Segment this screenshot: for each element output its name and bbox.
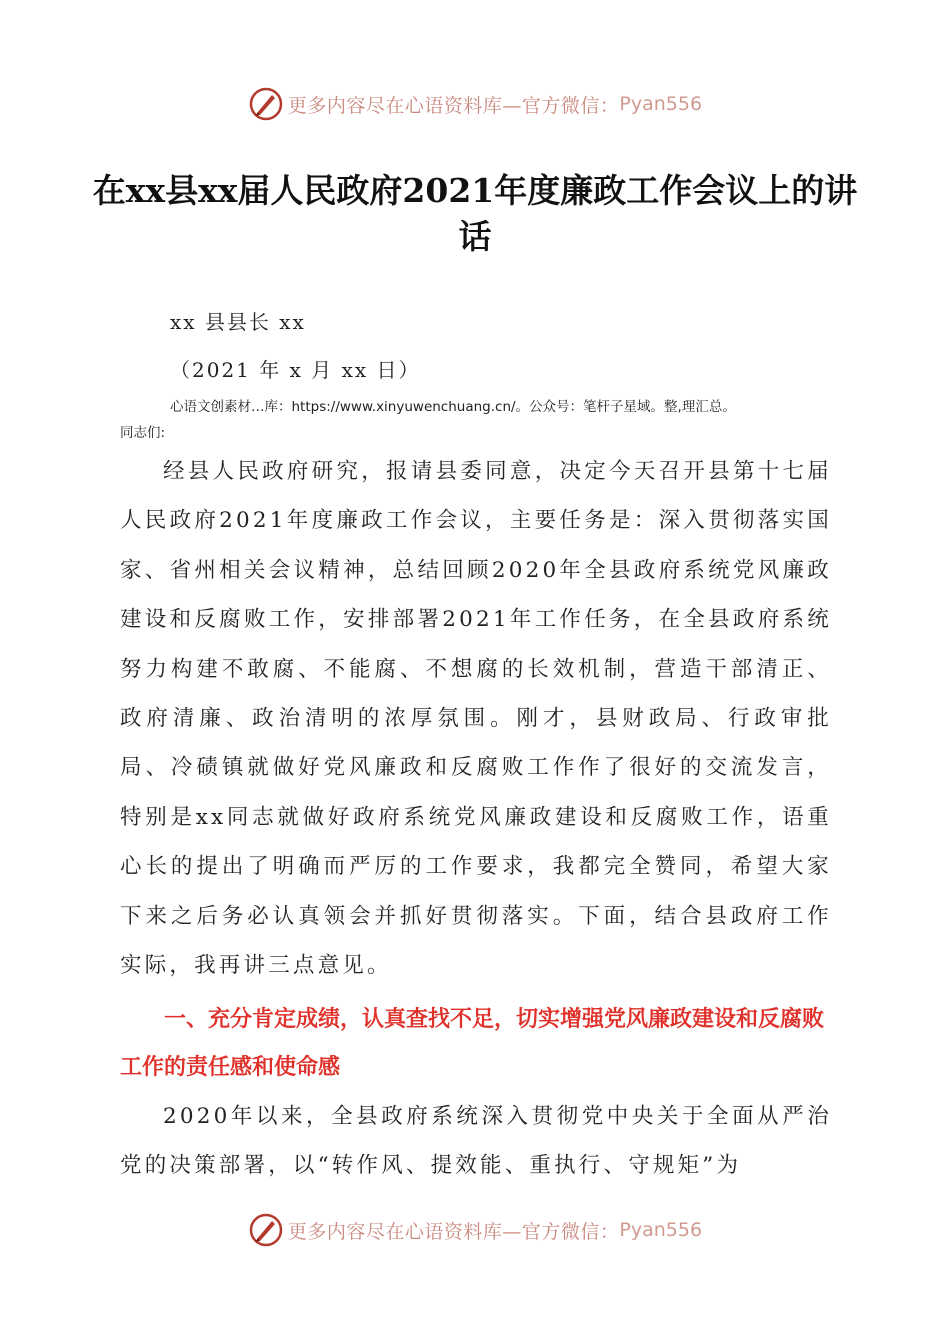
banner-wechat-id: Pyan556 (619, 1219, 703, 1241)
banner-text: 更多内容尽在心语资料库—官方微信： (287, 94, 620, 117)
salutation: 同志们: (120, 425, 166, 441)
pen-circle-logo-icon (248, 86, 284, 122)
body-paragraph-1: 经县人民政府研究，报请县委同意，决定今天召开县第十七届人民政府2021年度廉政工作会议，主要任务是：深入贯彻落实国家、省州相关会议精神，总结回顾2020年全县政府系统党风廉政建设和反腐败工作，安排部署2021年工作任务，在全县政府系统努力构建不敢腐、不能腐、不想腐的长效机制，营造干部清正、政府清廉、政治清明的浓厚氛围。刚才，县财政局、行政审批局、冷碛镇就做好党风廉政和反腐败工作作了很好的交流发言，特别是xx同志就做好政府系统党风廉政建设和反腐败工作，语重心长的提出了明确而严厉的工作要求，我都完全赞同，希望大家下来之后务必认真领会并抓好贯彻落实。下面，结合县政府工作实际，我再讲三点意见。 (120, 459, 832, 979)
body-paragraph-2: 2020年以来，全县政府系统深入贯彻党中央关于全面从严治党的决策部署，以“转作风、提效能、重执行、守规矩”为 (120, 1104, 832, 1179)
section-heading-1: 一、充分肯定成绩，认真查找不足，切实增强党风廉政建设和反腐败工作的责任感和使命感 (120, 1007, 825, 1080)
source-note: 心语文创素材…库：https://www.xinyuwenchuang.cn/。公众号：笔杆子星域。整,理汇总。 (170, 399, 736, 415)
header-watermark-banner (0, 84, 950, 124)
document-title: 在xx县xx届人民政府2021年度廉政工作会议上的讲话 (92, 171, 858, 256)
pen-circle-logo-icon (248, 1212, 284, 1248)
speech-date: （2021 年 x 月 xx 日） (170, 358, 421, 382)
footer-watermark-banner (0, 1210, 950, 1250)
speaker-line: xx 县县长 xx (170, 310, 306, 334)
banner-text: 更多内容尽在心语资料库—官方微信： (287, 1220, 620, 1243)
banner-wechat-id: Pyan556 (619, 93, 703, 115)
